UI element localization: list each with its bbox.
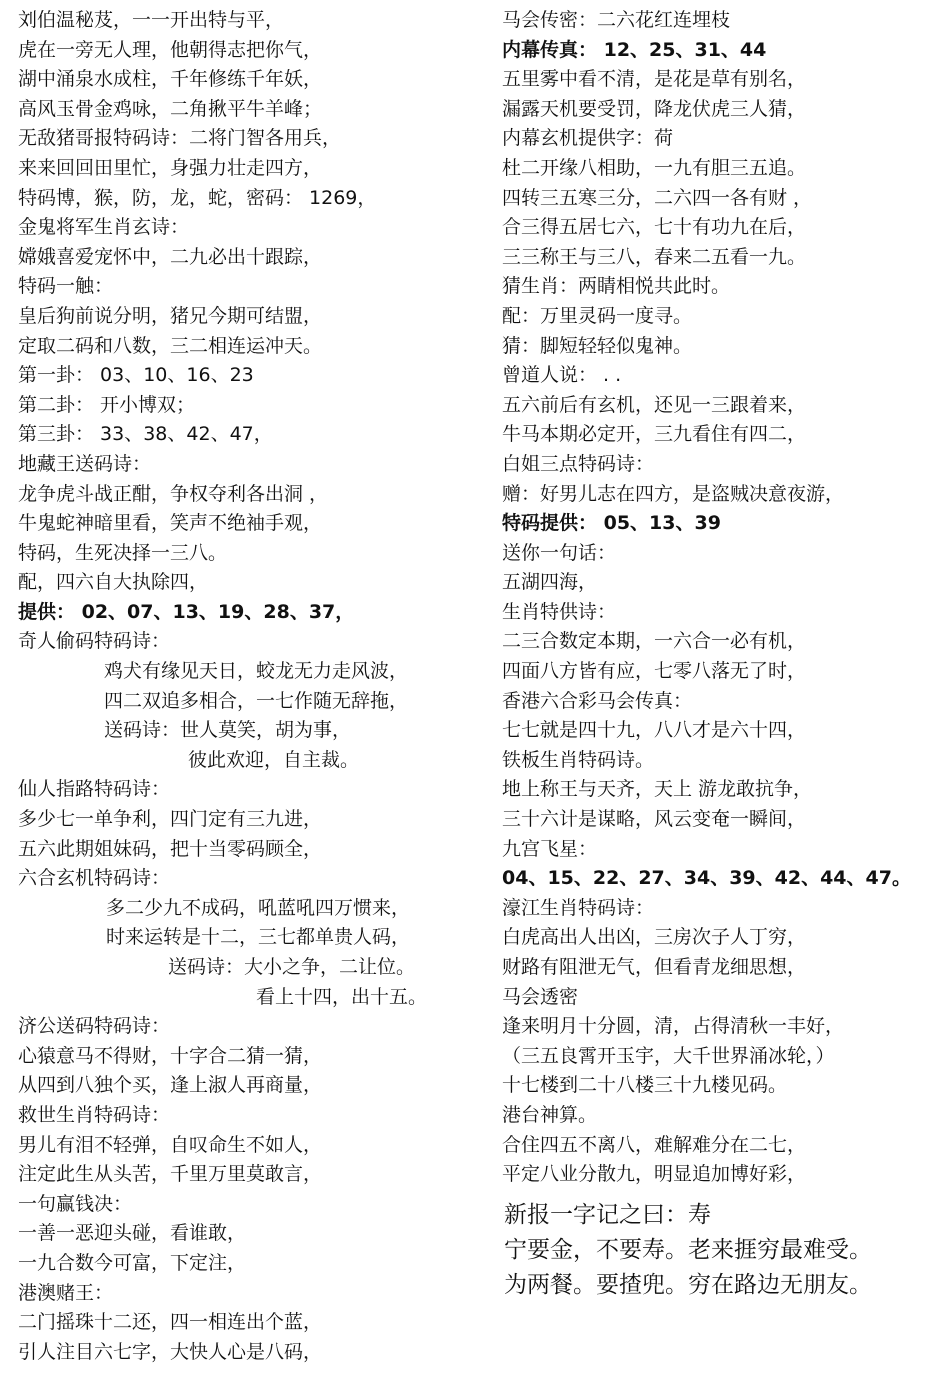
right-column-line: 生肖特供诗： — [502, 600, 617, 623]
left-column-line: 送码诗：世人莫笑，胡为事， — [104, 719, 352, 742]
footer-line-2: 宁要金，不要寿。老来捱穷最难受。 — [504, 1237, 872, 1263]
right-column-line: 地上称王与天齐，天上 游龙敢抗争， — [502, 778, 813, 801]
right-column-line: 马会透密 — [502, 985, 579, 1008]
left-column-line: 时来运转是十二，三七都单贵人码， — [106, 926, 411, 949]
left-column-line: 彼此欢迎，自主裁。 — [188, 748, 360, 771]
left-column-line: 虎在一旁无人理，他朝得志把你气， — [18, 38, 323, 61]
right-column-line: 特码提供： 05、13、39 — [502, 512, 721, 535]
left-column-line: 提供： 02、07、13、19、28、37， — [18, 600, 355, 623]
right-column-line: 香港六合彩马会传真： — [502, 689, 693, 712]
left-column-line: 从四到八独个买，逢上淑人再商量， — [18, 1074, 323, 1097]
left-column-line: 四二双追多相合，一七作随无辞拖， — [104, 689, 409, 712]
right-column-line: 七七就是四十九，八八才是六十四， — [502, 719, 807, 742]
left-column-line: 二门摇珠十二还，四一相连出个蓝， — [18, 1311, 323, 1334]
right-column-line: 铁板生肖特码诗。 — [502, 748, 655, 771]
left-column-line: 刘伯温秘芨，一一开出特与平， — [18, 9, 285, 31]
left-column-line: 特码一触： — [18, 275, 114, 298]
left-column-line: 一句赢钱决： — [18, 1192, 133, 1215]
footer-line-1: 新报一字记之曰：寿 — [504, 1202, 711, 1228]
left-column-line: 龙争虎斗战正酣，争权夺利各出洞 ， — [18, 482, 329, 505]
left-column-line: 定取二码和八数，三二相连运冲天。 — [18, 334, 323, 357]
right-column-line: 内幕传真： 12、25、31、44 — [502, 38, 767, 61]
right-column-line: 三十六计是谋略，风云变奄一瞬间， — [502, 808, 807, 831]
right-column-line: 白虎高出人出凶，三房次子人丁穷， — [502, 926, 807, 949]
left-column-line: 五六此期姐妹码，把十当零码顾全， — [18, 837, 323, 860]
left-column-line: 嫦娥喜爱宠怀中，二九必出十跟踪， — [18, 245, 323, 268]
left-column — [18, 6, 488, 1367]
left-column-line: 湖中涌泉水成柱，千年修练千年妖， — [18, 68, 323, 91]
right-column-line: 平定八业分散九，明显追加博好彩， — [502, 1163, 807, 1186]
left-column-line: 皇后狗前说分明，猪兄今期可结盟， — [18, 304, 323, 327]
right-column-line: 曾道人说： . . — [502, 364, 622, 387]
left-column-line: 特码，生死决择一三八。 — [18, 541, 228, 564]
right-column-line: 十七楼到二十八楼三十九楼见码。 — [502, 1074, 788, 1097]
left-column-line: 港澳赌王： — [18, 1281, 114, 1304]
left-column-line: 男儿有泪不轻弹，自叹命生不如人， — [18, 1133, 323, 1156]
right-column-line: 漏露天机要受罚，降龙伏虎三人猜， — [502, 97, 807, 120]
right-column-line: 二三合数定本期，一六合一必有机， — [502, 630, 807, 653]
footer-line-3: 为两餐。要揸兜。穷在路边无朋友。 — [504, 1272, 872, 1298]
footer-block — [504, 1198, 929, 1303]
left-column-line: 第三卦： 33、38、42、47， — [18, 423, 273, 446]
right-column-line: 三三称王与三八，春来二五看一九。 — [502, 245, 807, 268]
left-column-line: 第二卦： 开小博双； — [18, 393, 196, 416]
left-column-line: 第一卦： 03、10、16、23 — [18, 364, 254, 387]
right-column-line: 五六前后有玄机，还见一三跟着来， — [502, 393, 807, 416]
left-column-line: 牛鬼蛇神暗里看，笑声不绝袖手观， — [18, 512, 323, 535]
right-column-line: 九宫飞星： — [502, 837, 598, 860]
right-column-line: 送你一句话： — [502, 541, 617, 564]
right-column-line: 牛马本期必定开，三九看住有四二， — [502, 423, 807, 446]
left-column-line: 高风玉骨金鸡咏，二角揪平牛羊峰； — [18, 97, 323, 120]
right-column-line: （三五良霄开玉宇，大千世界涌冰轮，） — [502, 1044, 835, 1067]
left-column-line: 六合玄机特码诗： — [18, 867, 171, 890]
left-column-line: 奇人偷码特码诗： — [18, 630, 171, 653]
left-column-line: 多少七一单争利，四门定有三九进， — [18, 808, 323, 831]
left-column-line: 仙人指路特码诗： — [18, 778, 171, 801]
right-column-line: 五里雾中看不清，是花是草有别名， — [502, 68, 807, 91]
right-column-line: 濠江生肖特码诗： — [502, 896, 655, 919]
right-column-line: 五湖四海， — [502, 571, 598, 594]
right-column-line: 财路有阻泄无气，但看青龙细思想， — [502, 956, 807, 978]
right-column-line: 内幕玄机提供字：荷 — [502, 127, 674, 150]
left-column-line: 一善一恶迎头碰，看谁敢， — [18, 1222, 247, 1245]
right-column-line: 白姐三点特码诗： — [502, 452, 655, 475]
right-column-line: 四面八方皆有应，七零八落无了时， — [502, 660, 807, 683]
left-column-line: 引人注目六七字，大快人心是八码， — [18, 1340, 323, 1363]
right-column — [502, 6, 927, 1190]
right-column-line: 港台神算。 — [502, 1103, 598, 1126]
left-column-line: 济公送码特码诗： — [18, 1015, 171, 1038]
left-column-line: 地藏王送码诗： — [18, 452, 152, 475]
left-column-line: 金鬼将军生肖玄诗： — [18, 216, 190, 239]
left-column-line: 特码博，猴，防，龙，蛇，密码： 1269， — [18, 186, 377, 209]
left-column-line: 送码诗：大小之争，二让位。 — [168, 956, 416, 978]
right-column-line: 合住四五不离八，难解难分在二七， — [502, 1133, 807, 1156]
right-column-line: 猜生肖：两睛相悦共此时。 — [502, 275, 731, 298]
right-column-line: 配：万里灵码一度寻。 — [502, 304, 693, 327]
right-column-line: 杜二开缘八相助，一九有胆三五追。 — [502, 156, 807, 179]
left-column-line: 无敌猪哥报特码诗：二将门智各用兵， — [18, 127, 342, 150]
left-column-line: 看上十四，出十五。 — [256, 985, 428, 1008]
right-column-line: 猜：脚短轻轻似鬼神。 — [502, 334, 693, 357]
left-column-line: 注定此生从头苦，千里万里莫敢言， — [18, 1163, 323, 1186]
left-column-line: 多二少九不成码，吼蓝吼四万惯来， — [106, 896, 411, 919]
right-column-line: 四转三五寒三分，二六四一各有财 ， — [502, 186, 813, 209]
left-column-line: 一九合数今可富，下定注， — [18, 1251, 247, 1274]
left-column-line: 来来回回田里忙，身强力壮走四方， — [18, 156, 323, 179]
left-column-line: 心猿意马不得财，十字合二猜一猜， — [18, 1044, 323, 1067]
right-column-line: 马会传密：二六花红连埋枝 — [502, 9, 731, 31]
right-column-line: 逢来明月十分圆，清，占得清秋一丰好， — [502, 1015, 845, 1038]
right-column-line: 04、15、22、27、34、39、42、44、47。 — [502, 867, 911, 890]
left-column-line: 配，四六自大执除四， — [18, 571, 209, 594]
left-column-line: 救世生肖特码诗： — [18, 1103, 171, 1126]
left-column-line: 鸡犬有缘见天日，蛟龙无力走风波， — [104, 660, 409, 683]
right-column-line: 赠：好男儿志在四方，是盗贼决意夜游， — [502, 482, 845, 505]
right-column-line: 合三得五居七六，七十有功九在后， — [502, 216, 807, 239]
